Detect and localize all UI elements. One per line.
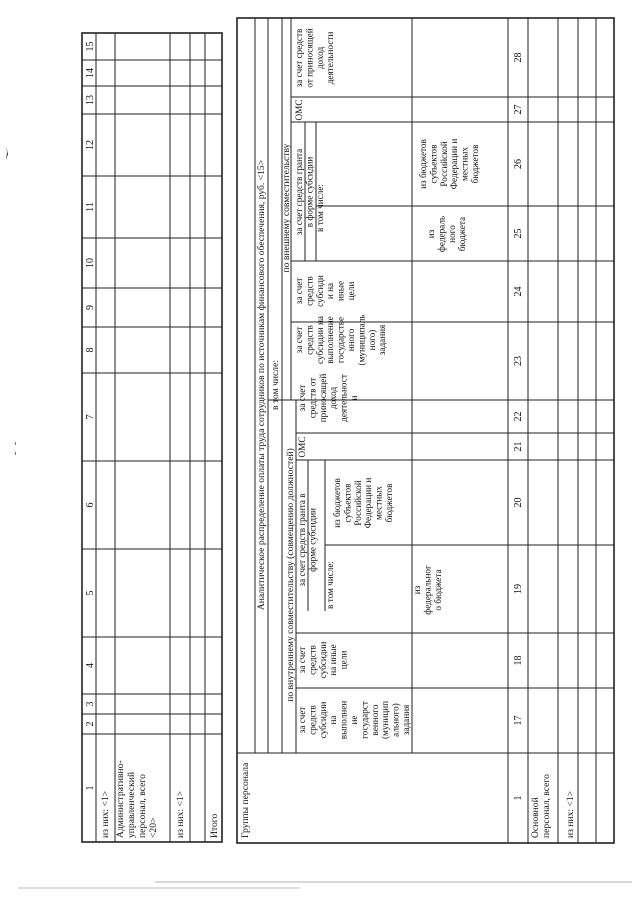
top-column-number-line: 2	[85, 721, 96, 727]
col-state-task-ext-line: (муниципаль	[356, 314, 367, 366]
top-column-number	[85, 348, 96, 353]
col-income-ext-line: деятельности	[325, 31, 336, 85]
col-other-ext-line: субсиди	[314, 275, 325, 307]
top-row-label-line: из них: <1>	[175, 790, 186, 838]
top-row-label-line: управленческий	[126, 771, 137, 838]
top-column-number	[85, 95, 96, 105]
sub-including-int-line: в том числе:	[325, 561, 335, 609]
top-row-label-line: персонал, всего	[137, 774, 148, 838]
top-row-labels	[100, 760, 220, 838]
col-regional-int	[332, 477, 394, 528]
col-state-task-ext-line: выполнение	[325, 316, 336, 364]
scan-dot	[15, 452, 16, 455]
bottom-row-label	[530, 774, 552, 838]
col-regional-int-line: из бюджетов	[332, 478, 342, 528]
col-state-task-line: за счет	[297, 706, 307, 734]
table-title-line: Аналитическое распределение оплаты труда сотрудников по источникам финансового обеспечения, руб. <15>	[256, 159, 267, 611]
including-label-line: в том числе:	[270, 359, 281, 411]
top-column-number-line: 10	[85, 258, 96, 268]
col-income-int-line: деятельност	[338, 374, 349, 422]
top-column-number	[85, 591, 96, 596]
table-top	[82, 33, 222, 842]
col-income-int-line: средств от	[307, 377, 318, 419]
bottom-column-number-line: 18	[513, 655, 524, 666]
top-column-number-line: 5	[85, 590, 96, 596]
col-other-purposes-line: цели	[338, 650, 349, 670]
top-column-numbers	[85, 42, 96, 791]
bottom-row-label	[565, 791, 576, 838]
col-state-task-line: ального)	[390, 703, 401, 737]
col-income-int-line: доход	[328, 386, 339, 410]
top-row-label	[100, 791, 111, 838]
table-title	[256, 160, 267, 610]
bottom-column-number-line: 28	[513, 52, 524, 63]
col-regional-int-line: субъектов	[342, 483, 353, 523]
col-income-int	[297, 374, 359, 423]
col-state-task-ext-line: ного)	[366, 329, 377, 351]
col-fed-ext-line: бюджета	[457, 216, 468, 252]
col-regional-ext-line: Российской	[438, 141, 449, 187]
col-fed-int	[412, 565, 443, 615]
bottom-column-number	[513, 584, 524, 594]
col-income-int-line: приносящей	[317, 373, 328, 423]
col-income-ext-line: от приносящей	[304, 28, 315, 88]
col-state-task	[297, 701, 411, 739]
col-state-task-ext-line: задания	[377, 324, 388, 356]
bottom-column-number-line: 27	[513, 104, 524, 115]
col-income-ext	[294, 28, 335, 88]
col-state-task-line: (муницип	[380, 700, 391, 740]
sub-including-ext	[315, 184, 325, 232]
col-state-task-line: ие	[349, 715, 359, 725]
bottom-column-number-line: 17	[513, 715, 524, 726]
top-column-number-line: 11	[85, 202, 96, 212]
col-regional-int-line: Федерации и	[363, 477, 374, 529]
external-label-line: по внешнему совместительству	[281, 143, 292, 273]
col-fed-ext-line: федераль	[436, 215, 447, 253]
bottom-column-number	[513, 412, 524, 422]
top-column-number-line: 8	[85, 347, 96, 353]
col-grant-ext-line: за счет средств гранта	[294, 148, 304, 236]
bottom-column-number-line: 22	[513, 411, 524, 422]
group-header	[240, 762, 251, 838]
top-row-label	[175, 791, 186, 838]
sub-including-ext-line: в том числе:	[315, 184, 325, 232]
col-fed-ext	[426, 216, 467, 252]
col-state-task-line: государст	[359, 701, 370, 739]
col-state-task-line: средств	[307, 705, 318, 735]
top-column-number-line: 15	[85, 41, 96, 52]
col-other-ext-line: и на	[325, 282, 336, 300]
top-row-label	[209, 814, 220, 838]
top-column-number	[85, 42, 96, 52]
col-income-int-line: и	[349, 395, 359, 401]
bottom-column-number	[513, 442, 524, 452]
col-grant-ext	[294, 149, 314, 236]
col-income-ext-line: за счет средств	[294, 28, 304, 88]
bottom-row-labels	[530, 774, 576, 838]
col-fed-int-line: федеральног	[422, 565, 433, 615]
col-other-purposes-line: средств	[307, 645, 318, 675]
col-regional-ext-line: местных	[459, 147, 470, 181]
col-regional-ext-line: субъектов	[428, 144, 439, 184]
col-other-ext-line: средств	[304, 276, 315, 306]
bottom-column-number-line: 19	[513, 584, 524, 594]
bottom-column-number	[513, 53, 524, 63]
top-row-label-line: Итого	[209, 813, 220, 838]
top-column-number-line: 6	[85, 502, 96, 508]
col-oms-int-line: ОМС	[297, 436, 307, 458]
top-column-number-line: 12	[85, 140, 96, 150]
col-state-task-line: венного	[369, 704, 380, 736]
internal-label-line: по внутреннему совместительству (совмещению должностей)	[285, 448, 296, 702]
top-column-number	[85, 305, 96, 310]
col-other-ext-line: за счет	[294, 277, 304, 305]
col-state-task-ext-line: субсидии на	[314, 316, 325, 364]
col-other-purposes-line: на иные	[328, 644, 339, 676]
bottom-column-number	[513, 716, 524, 726]
top-column-number	[85, 68, 96, 78]
top-column-number-line: 3	[85, 701, 96, 707]
top-column-number	[85, 140, 96, 150]
bottom-column-number-line: 24	[513, 286, 524, 297]
bottom-row-label-line: из них: <1>	[565, 790, 576, 838]
bottom-column-number	[513, 498, 524, 508]
col-state-task-ext-line: государстве	[335, 316, 346, 364]
bottom-column-number-line: 21	[513, 441, 524, 452]
bottom-column-number-line: 26	[513, 159, 524, 169]
col-other-ext	[294, 275, 356, 307]
scan-mark	[6, 146, 8, 160]
col-other-ext-line: цели	[346, 281, 356, 301]
col-oms-ext-line: ОМС	[294, 99, 304, 121]
bottom-column-number-line: 20	[513, 497, 524, 508]
bottom-column-number	[513, 796, 524, 801]
col-other-purposes	[297, 642, 349, 679]
bottom-column-number	[513, 159, 524, 169]
top-column-number	[85, 202, 96, 212]
col-regional-ext	[418, 138, 480, 189]
top-column-number-line: 7	[85, 414, 96, 420]
col-grant-int-line: форме субсидии	[307, 508, 318, 572]
col-grant-int-line: за счет средств гранта в	[297, 493, 307, 587]
top-row-label-line: из них: <1>	[100, 790, 111, 838]
col-regional-ext-line: из бюджетов	[418, 139, 428, 189]
col-state-task-ext-line: за счет	[294, 326, 304, 354]
scan-dot	[15, 442, 16, 445]
external-label	[281, 143, 292, 272]
including-label	[270, 360, 281, 410]
col-regional-int-line: бюджетов	[384, 483, 394, 523]
bottom-column-number-line: 25	[513, 228, 524, 239]
col-income-ext-line: доход	[314, 46, 325, 70]
col-oms-ext	[294, 100, 304, 121]
top-column-number	[85, 786, 96, 791]
col-fed-ext-line: из	[426, 229, 436, 239]
bottom-column-number	[513, 105, 524, 115]
col-state-task-ext-line: нного	[346, 328, 356, 352]
bottom-row-label-line: Основной	[530, 797, 541, 838]
bottom-column-number	[513, 656, 524, 666]
top-row-label-line: <20>	[148, 817, 159, 838]
top-column-number-line: 9	[85, 305, 96, 310]
col-other-purposes-line: за счет	[297, 646, 307, 674]
top-column-number-line: 14	[85, 68, 96, 78]
top-column-number	[85, 702, 96, 707]
bottom-column-number	[513, 356, 524, 366]
col-fed-ext-line: ного	[446, 225, 457, 243]
top-column-number-line: 4	[85, 663, 96, 668]
col-other-purposes-line: субсидии	[317, 641, 328, 679]
col-fed-int-line: о бюджета	[432, 569, 443, 611]
col-state-task-ext-line: средств	[304, 325, 315, 355]
top-column-number	[85, 722, 96, 727]
top-row-label	[115, 760, 159, 838]
col-state-task-line: субсидии	[317, 701, 328, 739]
col-state-task-line: на	[328, 715, 339, 725]
col-oms-int	[297, 437, 307, 458]
internal-label	[285, 448, 296, 702]
col-regional-int-line: местных	[373, 486, 384, 520]
top-column-number-line: 13	[85, 95, 96, 105]
group-header-line: Группы персонала	[240, 762, 251, 838]
bottom-column-number	[513, 287, 524, 297]
bottom-column-number-line: 1	[513, 795, 524, 801]
bottom-column-number	[513, 229, 524, 239]
col-state-task-line: задания	[401, 704, 411, 736]
col-other-ext-line: иные	[335, 280, 346, 302]
top-column-number	[85, 503, 96, 508]
col-fed-int-line: из	[412, 585, 422, 595]
table-bottom	[237, 18, 614, 843]
top-row-label-line: Административно-	[115, 760, 126, 838]
top-column-number	[85, 663, 96, 668]
bottom-row-label-line: персонал, всего	[541, 774, 552, 838]
top-column-number	[85, 415, 96, 420]
top-column-number-line: 1	[85, 785, 96, 791]
col-state-task-line: выполнен	[338, 700, 349, 740]
top-column-number	[85, 258, 96, 268]
col-grant-int	[297, 493, 317, 587]
col-grant-ext-line: в форме субсидии	[304, 156, 315, 228]
col-regional-int-line: Российской	[352, 480, 363, 526]
bottom-column-number-line: 23	[513, 356, 524, 366]
col-regional-ext-line: бюджетов	[470, 144, 480, 184]
col-income-int-line: за счет	[297, 384, 307, 412]
sub-including-int	[325, 561, 335, 609]
col-regional-ext-line: Федерации и	[449, 138, 460, 190]
